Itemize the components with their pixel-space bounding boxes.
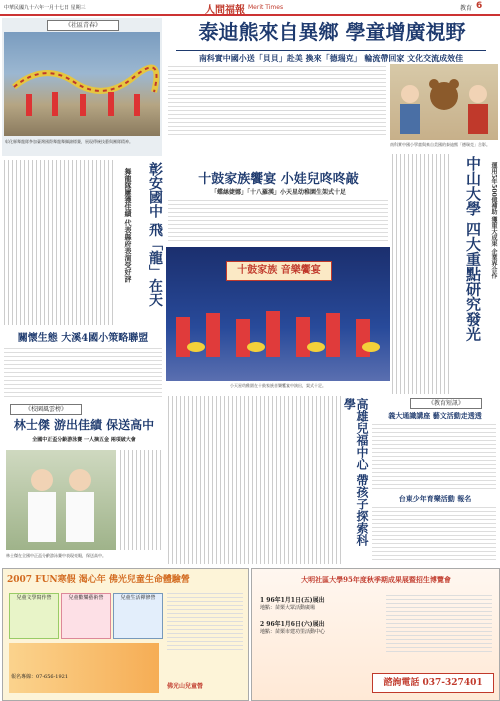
brief-item1-title: 義大通識講座 藝文活動走透透 xyxy=(388,411,482,420)
camp-box-zen xyxy=(113,593,163,639)
top-story-body xyxy=(168,66,386,136)
college-ad-item4: 地點：苗栗市建功里活動中心 xyxy=(260,629,326,635)
page-header xyxy=(0,0,500,16)
dragon-dance-photo xyxy=(4,32,160,136)
drums-subtitle: 「蝶絲婕娜」「十八羅漢」小天星幼稚園生架式十足 xyxy=(210,189,346,196)
campus-photo xyxy=(6,450,116,550)
camp-ad-headline: 2007 FUN寒假 渴心年 佛光兒童生命體驗營 xyxy=(7,575,190,585)
brief-tag: 《教育短訊》 xyxy=(410,398,482,409)
community-college-advertisement xyxy=(251,568,500,701)
camp-box-zen-label: 兒童生活禪修營 xyxy=(120,595,156,601)
dragon-dance-illustration xyxy=(4,32,160,136)
top-headline: 泰迪熊來自異鄉 學童增廣視野 xyxy=(198,20,466,44)
camp-ad-contact: 報名專線：07-656-1921 xyxy=(11,674,69,680)
drummers-illustration xyxy=(166,247,390,381)
issue-date: 中華民國九十六年一月十七日 星期三 xyxy=(4,5,86,11)
masthead-subtitle: Merit Times xyxy=(248,4,284,11)
university-subtitle: 運用5年500億補助 獲重大成果 企業界合作 xyxy=(490,162,497,279)
campus-headline: 林士傑 游出佳績 保送高中 xyxy=(13,418,155,432)
dragon-headline: 彰安國中 飛「龍」在天 xyxy=(147,162,163,307)
camp-box-writing-label: 兒童文學寫作營 xyxy=(16,595,52,601)
camp-ad-body xyxy=(167,593,243,653)
university-headline: 中山大學 四大重點研究發光 xyxy=(464,156,482,342)
masthead-logo: 人間福報 xyxy=(205,5,245,16)
campus-caption: 林士傑在全國中正盃分齡游泳賽中表現亮眼，保送高中。 xyxy=(6,553,106,558)
college-ad-item1: 1 96年1月1日(五)展出 xyxy=(260,597,325,604)
drums-photo xyxy=(166,247,390,381)
campus-tag: 《校園風雲榜》 xyxy=(10,404,82,415)
section-name: 教育 xyxy=(460,5,473,12)
college-ad-item2: 地點：苗栗大眾活動廣場 xyxy=(260,605,316,611)
top-photo-block xyxy=(2,18,162,156)
ecology-headline: 關懷生態 大溪4國小策略聯盟 xyxy=(17,333,149,344)
camp-advertisement xyxy=(2,568,249,701)
camp-ad-sponsor: 佛光山兒童營 xyxy=(167,683,204,690)
teddy-illustration xyxy=(390,64,498,140)
drums-headline: 十鼓家族饗宴 小娃兒咚咚敲 xyxy=(198,172,359,187)
college-ad-phone: 諮詢電話 037-327401 xyxy=(372,673,494,693)
camp-box-writing xyxy=(9,593,59,639)
section-tag: 《社區青春》 xyxy=(47,20,119,31)
drums-caption: 小天星幼稚園在十鼓家族音樂饗宴中演出，架式十足。 xyxy=(230,383,326,388)
science-headline: 高雄兒福中心 帶孩子探索科學 xyxy=(342,398,369,547)
teddy-caption: 南科實中國小學童與來自美國的泰迪熊「德瑞克」合影。 xyxy=(390,142,490,147)
college-ad-body xyxy=(386,595,492,653)
ecology-body xyxy=(4,348,162,400)
drums-body xyxy=(168,200,388,244)
middle-lower-body xyxy=(168,396,342,564)
page-number: 6 xyxy=(476,1,483,11)
college-ad-item3: 2 96年1月6日(六)展出 xyxy=(260,621,325,628)
camp-box-art xyxy=(61,593,111,639)
camp-box-art-label: 兒童歡樂藝術營 xyxy=(68,595,104,601)
brief-item2-body xyxy=(372,507,496,563)
dragon-body xyxy=(4,160,114,325)
teddy-photo xyxy=(390,64,498,140)
dragon-photo-caption: 彰化縣舞龍隊參加臺灣國際舞龍舞獅錦標賽，展現傳統技藝與團隊精神。 xyxy=(5,139,133,144)
camp-ad-illustration xyxy=(9,643,159,693)
university-body xyxy=(392,154,452,394)
campus-subtitle: 全國中正盃分齡游泳賽 一人摘五金 兩項破大會 xyxy=(32,437,136,443)
campus-body-right xyxy=(120,450,164,550)
brief-item1-body xyxy=(372,424,496,490)
dragon-subtitle: 舞龍隊屢獲佳績 代表縣府表演受好評 xyxy=(124,168,133,283)
students-illustration xyxy=(6,450,116,550)
top-subhead: 南科實中國小送「貝貝」赴美 換來「德瑞克」 輪流帶回家 文化交流成效佳 xyxy=(176,50,486,65)
drums-banner: 十鼓家族 音樂饗宴 xyxy=(226,261,332,281)
brief-item2-title: 台東少年育樂活動 報名 xyxy=(398,494,472,503)
college-ad-headline: 大明社區大學95年度秋季期成果展暨招生博覽會 xyxy=(301,575,451,584)
